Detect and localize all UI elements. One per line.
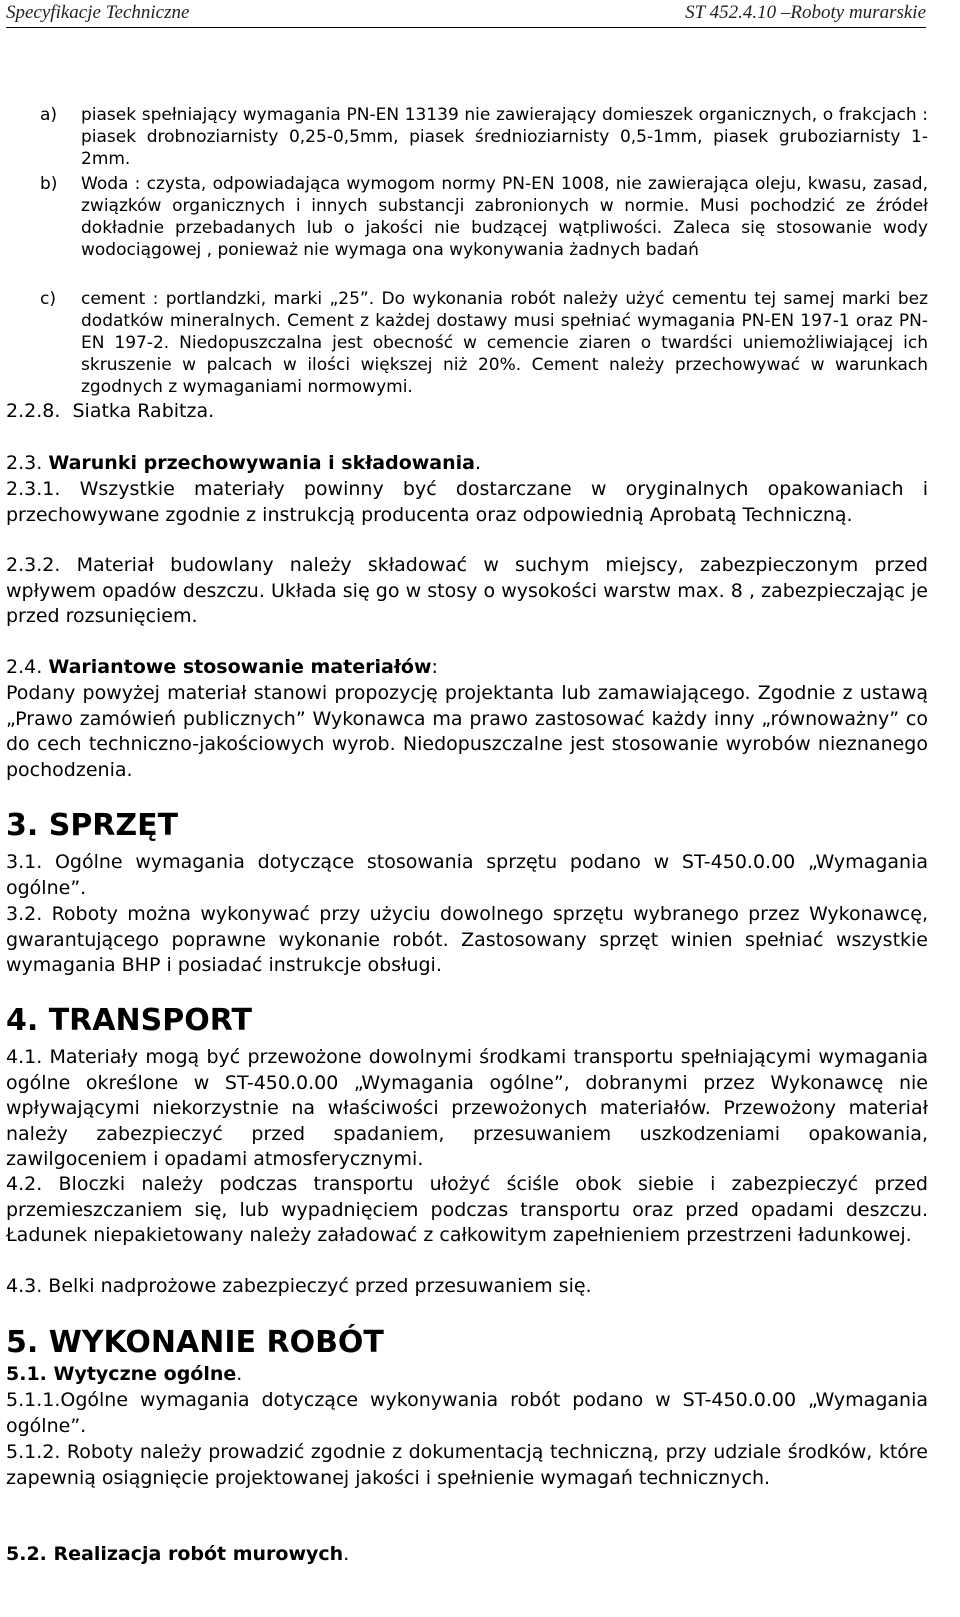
section-title: Wariantowe stosowanie materiałów <box>48 656 432 678</box>
section-2-4-heading: 2.4. Wariantowe stosowanie materiałów: <box>6 656 438 678</box>
section-5-1-1: 5.1.1.Ogólne wymagania dotyczące wykonywania robót podano w ST-450.0.00 „Wymagania ogólne”. <box>6 1389 928 1437</box>
section-title: 5.2. Realizacja robót murowych <box>6 1543 344 1565</box>
section-4-3: 4.3. Belki nadprożowe zabezpieczyć przed przesuwaniem się. <box>6 1275 592 1297</box>
list-item-label: c) <box>40 289 56 309</box>
list-item-a <box>40 104 928 170</box>
section-number: 2.3. <box>6 452 43 474</box>
section-title: Siatka Rabitza. <box>72 400 215 422</box>
section-number: 2.4. <box>6 656 43 678</box>
list-item-text: Woda : czysta, odpowiadająca wymogom normy PN-EN 1008, nie zawierająca oleju, kwasu, zasad, związków organicznych i innych substancji zabronionych w normie. Musi pochodzić ze źródeł dokładnie przebadanych lub o jakości nie budzącej wątpliwości. Zaleca się stosowanie wody wodociągowej , ponieważ nie wymaga ona wykonywania żadnych badań <box>81 174 928 260</box>
section-5-2-heading: 5.2. Realizacja robót murowych. <box>6 1543 350 1565</box>
section-2-3-1: 2.3.1. Wszystkie materiały powinny być dostarczane w oryginalnych opakowaniach i przechowywane zgodnie z instrukcją producenta oraz odpowiednią Aprobatą Techniczną. <box>6 478 928 526</box>
section-2-3-heading: 2.3. Warunki przechowywania i składowania. <box>6 452 482 474</box>
chapter-5-heading: 5. WYKONANIE ROBÓT <box>6 1325 384 1360</box>
section-2-3-2: 2.3.2. Materiał budowlany należy składować w suchym miejscy, zabezpieczonym przed wpływem opadów deszczu. Układa się go w stosy o wysokości warstw max. 8 , zabezpieczając je przed rozsunięciem. <box>6 554 928 627</box>
section-2-4-text: Podany powyżej materiał stanowi propozycję projektanta lub zamawiającego. Zgodnie z ustawą „Prawo zamówień publicznych” Wykonawca ma prawo zastosować każdy inny „równoważny” co do cech techniczno-jakościowych wyrob. Niedopuszczalne jest stosowanie wyrobów nieznanego pochodzenia. <box>6 682 928 781</box>
chapter-4-heading: 4. TRANSPORT <box>6 1003 252 1038</box>
header-rule <box>6 27 926 28</box>
list-item-label: a) <box>40 105 58 125</box>
section-3-2: 3.2. Roboty można wykonywać przy użyciu dowolnego sprzętu wybranego przez Wykonawcę, gwarantującego poprawne wykonanie robót. Zastosowany sprzęt winien spełniać wszystkie wymagania BHP i posiadać instrukcje obsługi. <box>6 903 928 976</box>
header-right-title: ST 452.4.10 –Roboty murarskie <box>685 2 926 23</box>
section-title: 5.1. Wytyczne ogólne <box>6 1363 237 1385</box>
list-item-text: piasek spełniający wymagania PN-EN 13139 nie zawierający domieszek organicznych, o frakcjach : piasek drobnoziarnisty 0,25-0,5mm, piasek średnioziarnisty 0,5-1mm, piasek gruboziarnisty 1-2mm. <box>81 105 928 169</box>
section-number: 2.2.8. <box>6 400 61 422</box>
list-item-label: b) <box>40 174 58 194</box>
section-2-2-8 <box>6 399 928 425</box>
list-item-b <box>40 173 928 261</box>
list-item-c <box>40 288 928 398</box>
chapter-3-heading: 3. SPRZĘT <box>6 808 179 843</box>
section-4-2: 4.2. Bloczki należy podczas transportu ułożyć ściśle obok siebie i zabezpieczyć przed przemieszczaniem się, lub wypadnięciem podczas transportu oraz przed opadami deszczu. Ładunek niepakietowany należy załadować z całkowitym zapełnieniem przestrzeni ładunkowej. <box>6 1173 928 1246</box>
section-3-1: 3.1. Ogólne wymagania dotyczące stosowania sprzętu podano w ST-450.0.00 „Wymagania ogólne”. <box>6 851 928 899</box>
section-4-1: 4.1. Materiały mogą być przewożone dowolnymi środkami transportu spełniającymi wymagania ogólne określone w ST-450.0.00 „Wymagania ogólne”, dobranymi przez Wykonawcę nie wpływającymi niekorzystnie na właściwości przewożonych materiałów. Przewożony materiał należy zabezpieczyć przed spadaniem, przesuwaniem uszkodzeniami opakowania, zawilgoceniem i opadami atmosferycznymi. <box>6 1046 928 1170</box>
section-title: Warunki przechowywania i składowania <box>48 452 475 474</box>
section-5-1-2: 5.1.2. Roboty należy prowadzić zgodnie z dokumentacją techniczną, przy udziale środków, które zapewnią osiągnięcie projektowanej jakości i spełnienie wymagań technicznych. <box>6 1441 928 1489</box>
page-header <box>6 0 926 30</box>
header-left-title: Specyfikacje Techniczne <box>6 2 190 23</box>
list-item-text: cement : portlandzki, marki „25”. Do wykonania robót należy użyć cementu tej samej marki bez dodatków mineralnych. Cement z każdej dostawy musi spełniać wymagania PN-EN 197-1 oraz PN-EN 197-2. Niedopuszczalna jest obecność w cemencie ziaren o twardści uniemożliwiającej ich skruszenie w palcach w ilości większej niż 20%. Cement należy przechowywać w warunkach zgodnych z wymaganiami normowymi. <box>81 289 928 397</box>
section-5-1-heading: 5.1. Wytyczne ogólne. <box>6 1363 243 1385</box>
